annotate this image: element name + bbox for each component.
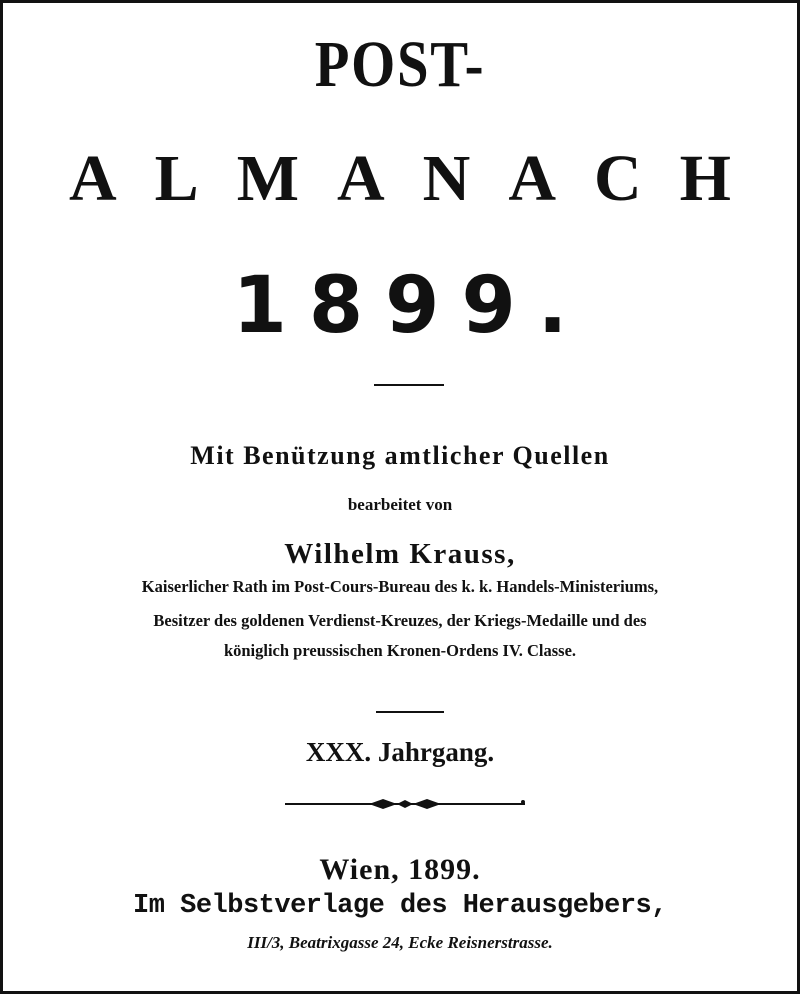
author-credential: Besitzer des goldenen Verdienst-Kreuzes, der Kriegs-Medaille und des [153,611,647,630]
author-name: Wilhelm Krauss, [284,538,516,570]
imprint-publisher: Im Selbstverlage des Herausgebers, [133,891,667,921]
title-line-post: POST- [314,28,486,101]
edited-by-label: bearbeitet von [347,495,453,514]
edition-number: XXX. Jahrgang. [305,737,495,767]
ornament-divider-icon [283,793,527,815]
author-credential: königlich preussischen Kronen-Ordens IV. Classe. [223,641,577,660]
divider-rule-top [374,384,444,386]
imprint-address: III/3, Beatrixgasse 24, Ecke Reisnerstrasse. [247,933,553,952]
divider-rule-middle [376,711,444,713]
title-year: 1899. [232,261,590,351]
imprint-place-year: Wien, 1899. [319,853,481,886]
title-line-almanach: ALMANACH [69,142,769,215]
author-credential: Kaiserlicher Rath im Post-Cours-Bureau des k. k. Handels-Ministeriums, [141,577,659,596]
subtitle: Mit Benützung amtlicher Quellen [190,441,610,470]
